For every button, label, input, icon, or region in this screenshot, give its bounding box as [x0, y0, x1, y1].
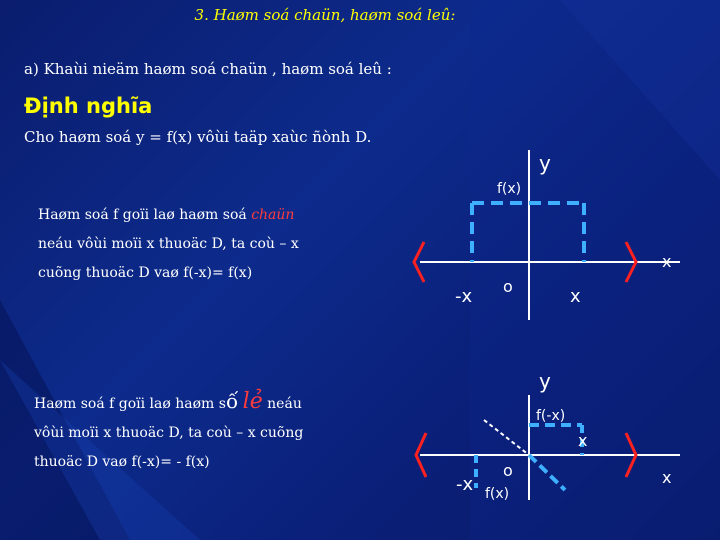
intro-text: Cho haøm soá y = f(x) vôùi taäp xaùc ñònh D. [24, 128, 372, 146]
odd-diagonal-cyan [529, 455, 565, 490]
section-subheading: a) Khaùi nieäm haøm soá chaün , haøm soá leû : [24, 60, 392, 78]
even-origin-label: o [503, 277, 513, 296]
odd-x-axis-label: x [662, 468, 672, 487]
odd-prefix: Haøm soá f goïi laø haøm s [34, 396, 226, 412]
odd-fnegx-label: f(-x) [536, 408, 566, 424]
odd-suffix: neáu [262, 396, 302, 412]
even-prefix: Haøm soá f goïi laø haøm soá [38, 207, 252, 223]
even-neg-x-label: -x [455, 286, 473, 307]
odd-line-2: vôùi moïi x thuoäc D, ta coù – x cuõng [34, 425, 304, 441]
odd-function-graph [416, 369, 680, 502]
even-keyword: chaün [251, 207, 295, 223]
even-fx-label: f(x) [497, 181, 522, 197]
even-pos-x-label: x [570, 286, 581, 307]
even-x-axis-label: x [662, 252, 672, 271]
slide-title: 3. Haøm soá chaün, haøm soá leû: [194, 6, 456, 24]
odd-origin-label: o [503, 461, 513, 480]
even-function-graph [414, 150, 680, 320]
odd-line-3: thuoäc D vaø f(-x)= - f(x) [34, 454, 210, 470]
even-y-label: y [539, 151, 551, 175]
even-line-3: cuõng thuoäc D vaø f(-x)= f(x) [38, 265, 253, 281]
definition-heading: Định nghĩa [24, 94, 153, 118]
odd-neg-x-label: -x [456, 474, 474, 495]
even-line-2: neáu vôùi moïi x thuoäc D, ta coù – x [38, 236, 299, 252]
odd-pos-x-label: x [578, 431, 588, 450]
odd-fx-label: f(x) [485, 486, 510, 502]
odd-y-label: y [539, 369, 551, 393]
odd-keyword: lẻ [242, 389, 263, 414]
odd-letter: ố [225, 389, 239, 413]
odd-diagonal-dash [484, 420, 529, 455]
